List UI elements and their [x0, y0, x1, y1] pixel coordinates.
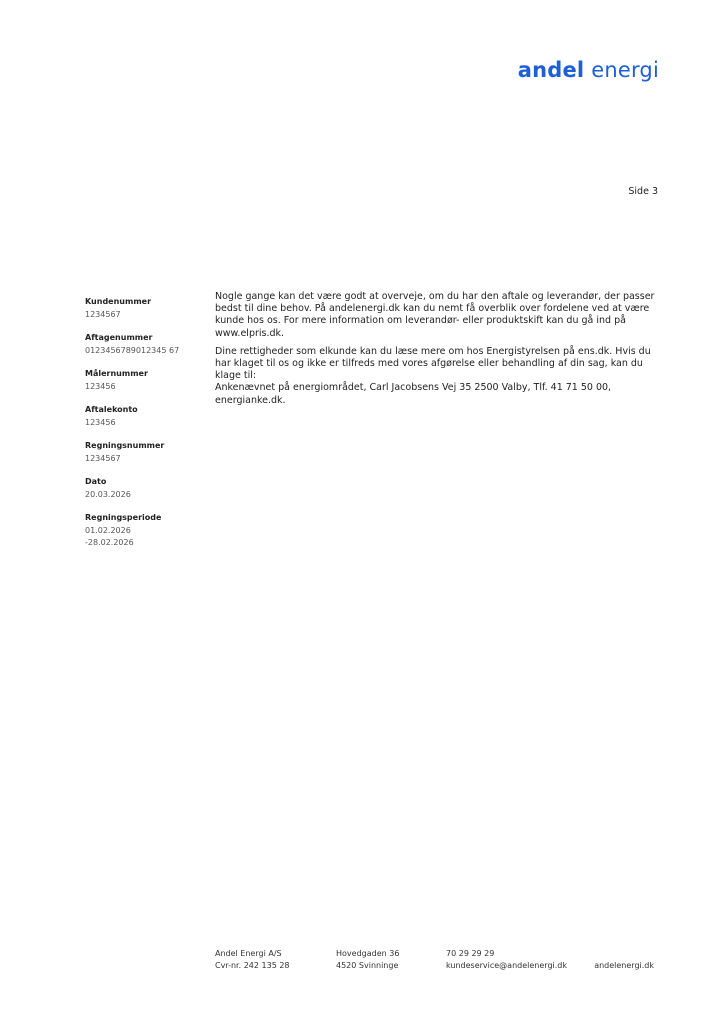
field-label: Regningsperiode: [85, 513, 162, 522]
field-value: 123456: [85, 382, 116, 391]
field-label: Dato: [85, 477, 107, 486]
footer-phone: 70 29 29 29: [446, 949, 495, 958]
invoice-details-sidebar: [85, 296, 200, 560]
page-number: Side 3: [628, 186, 658, 197]
logo-text-andel: andel: [517, 58, 585, 82]
customer-number-field: [85, 296, 200, 321]
invoice-number-field: [85, 440, 200, 465]
footer-address-column: [336, 948, 399, 972]
consumption-number-field: [85, 332, 200, 357]
logo-text-energi: energi: [591, 58, 659, 82]
paragraph-complaints-board: Ankenævnet på energiområdet, Carl Jacobsens Vej 35 2500 Valby, Tlf. 41 71 50 00, energianke.dk.: [215, 382, 612, 406]
field-label: Regningsnummer: [85, 441, 165, 450]
footer-cvr: Cvr-nr. 242 135 28: [215, 961, 290, 970]
agreement-account-field: [85, 404, 200, 429]
billing-period-field: [85, 512, 200, 549]
field-label: Aftagenummer: [85, 333, 153, 342]
andel-energi-logo: [518, 58, 659, 82]
footer-website: andelenergi.dk: [594, 961, 654, 970]
footer-company-name: Andel Energi A/S: [215, 949, 282, 958]
field-value: 1234567: [85, 454, 121, 463]
field-value: 123456: [85, 418, 116, 427]
field-value: 01.02.2026: [85, 526, 131, 535]
field-label: Aftalekonto: [85, 405, 138, 414]
paragraph-supplier-info: Nogle gange kan det være godt at overveje, om du har den aftale og leverandør, der passer bedst til dine behov. På andelenergi.dk kan du nemt få overblik over fordelene ved at være kunde hos os. For mere information om leverandør- eller produktskift kan du gå ind på www.elpris.dk.: [215, 291, 655, 339]
footer: [215, 948, 660, 976]
field-value: 1234567: [85, 310, 121, 319]
meter-number-field: [85, 368, 200, 393]
footer-city: 4520 Svinninge: [336, 961, 399, 970]
body-text: [215, 291, 660, 413]
footer-contact-column: [446, 948, 567, 972]
date-field: [85, 476, 200, 501]
footer-email: kundeservice@andelenergi.dk: [446, 961, 567, 970]
field-label: Målernummer: [85, 369, 148, 378]
field-label: Kundenummer: [85, 297, 152, 306]
field-value: 20.03.2026: [85, 490, 131, 499]
footer-street: Hovedgaden 36: [336, 949, 400, 958]
paragraph-consumer-rights: Dine rettigheder som elkunde kan du læse mere om hos Energistyrelsen på ens.dk. Hvis du har klaget til os og ikke er tilfreds med vores afgørelse eller behandling af din sag, kan du klage til:: [215, 345, 651, 382]
field-value: -28.02.2026: [85, 538, 134, 547]
footer-company-column: [215, 948, 290, 972]
field-value: 0123456789012345 67: [85, 346, 180, 355]
